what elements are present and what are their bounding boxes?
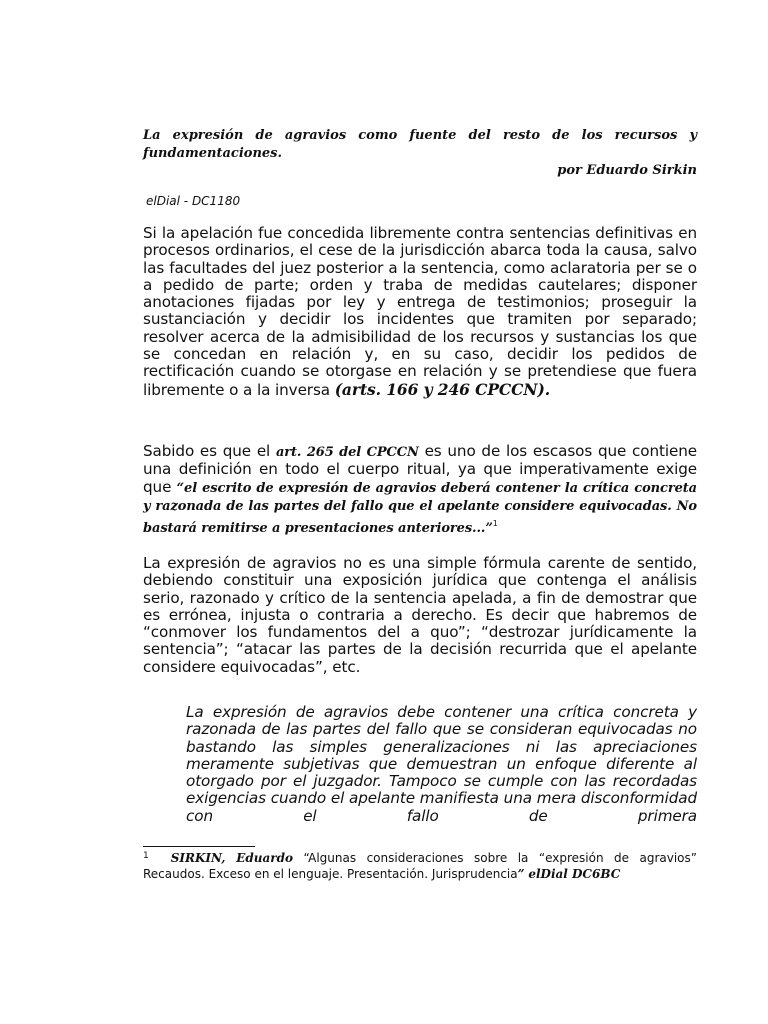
paragraph-1-ref: (arts. 166 y 246 CPCCN).: [334, 379, 550, 399]
block-quote: La expresión de agravios debe contener una crítica concreta y razonada de las partes del fallo que se consideran equivocadas no bastando las simples generalizaciones ni las apreciaciones meramente subjetivas que demuestran un enfoque diferente al otorgado por el juzgador. Tampoco se cumple con las recordadas exigencias cuando el apelante manifiesta una mera disconformidad con el fallo de primera: [186, 704, 697, 825]
paragraph-2-ref: art. 265 del CPCCN: [275, 445, 419, 460]
paragraph-3-text: La expresión de agravios no es una simple fórmula carente de sentido, debiendo constituir una exposición jurídica que contenga el análisis serio, razonado y crítico de la sentencia apelada, a fin de demostrar que es errónea, injusta o contraria a derecho. Es decir que habremos de “conmover los fundamentos del a quo”; “destrozar jurídicamente la sentencia”; “atacar las partes de la decisión recurrida que el apelante considere equivocadas”, etc.: [143, 554, 697, 676]
paragraph-3: [143, 555, 697, 676]
footnote-divider: [143, 846, 255, 847]
paragraph-2: [143, 443, 697, 537]
footnote-marker[interactable]: 1: [492, 518, 498, 528]
paragraph-2-start: Sabido es que el: [143, 442, 276, 460]
footnote-ref: elDial DC6BC: [528, 867, 621, 881]
document-title: La expresión de agravios como fuente del resto de los recursos y fundamentaciones.: [143, 128, 697, 161]
document-author: por Eduardo Sirkin: [557, 163, 697, 178]
paragraph-1: [143, 225, 697, 399]
footnote-author: SIRKIN, Eduardo: [170, 851, 293, 865]
paragraph-2-mid: es uno de los escasos que contiene una definición en todo el cuerpo ritual, ya que imperativamente exige que: [143, 442, 697, 496]
footnote-text: “Algunas consideraciones sobre la “expresión de agravios” Recaudos. Exceso en el lenguaje. Presentación. Jurisprudencia: [143, 851, 697, 881]
footnote-number: 1: [143, 851, 149, 861]
paragraph-1-text: Si la apelación fue concedida libremente contra sentencias definitivas en procesos ordinarios, el cese de la jurisdicción abarca toda la causa, salvo las facultades del juez posterior a la sentencia, como aclaratoria per se o a pedido de parte; orden y traba de medidas cautelares; disponer anotaciones fijadas por ley y entrega de testimonios; proseguir la sustanciación y decidir los incidentes que tramiten por separado; resolver acerca de la admisibilidad de los recursos y sustancias los que se concedan en relación y, en su caso, decidir los pedidos de rectificación cuando se otorgase en relación y se pretendiese que fuera libremente o a la inversa: [143, 224, 697, 399]
document-id: elDial - DC1180: [146, 194, 241, 208]
paragraph-2-quote: “el escrito de expresión de agravios deberá contener la crítica concreta y razonada de las partes del fallo que el apelante considere equivocadas. No bastará remitirse a presentaciones anteriores...”: [143, 480, 697, 536]
footnote-close-quote: ”: [517, 867, 525, 881]
footnote: [143, 850, 697, 882]
